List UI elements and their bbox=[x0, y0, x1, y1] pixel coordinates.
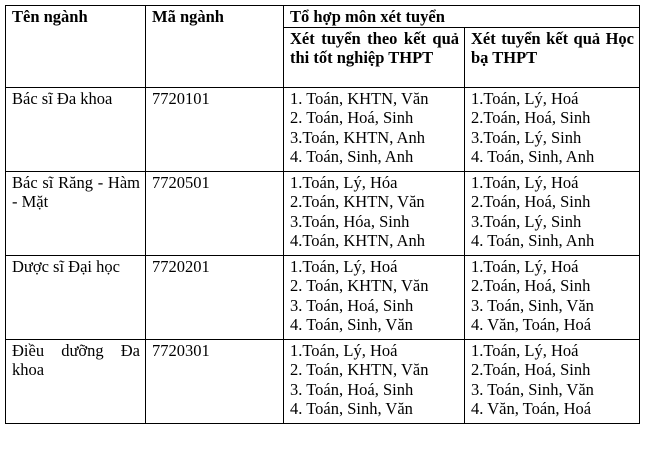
combination-item: 1.Toán, Lý, Hoá bbox=[471, 172, 579, 192]
header-major-code: Mã ngành bbox=[146, 6, 284, 88]
major-code-cell: 7720101 bbox=[146, 87, 284, 171]
major-name-cell: Bác sĩ Đa khoa bbox=[6, 87, 146, 171]
transcript-combinations-cell bbox=[465, 255, 640, 339]
exam-combinations-cell bbox=[284, 339, 465, 423]
transcript-combinations-cell bbox=[465, 87, 640, 171]
combination-item: 4.Toán, KHTN, Anh bbox=[290, 231, 425, 250]
header-by-exam: Xét tuyển theo kết quả thi tốt nghiệp THPT bbox=[284, 27, 465, 87]
combination-item: 1. Toán, KHTN, Văn bbox=[290, 88, 429, 108]
combination-item: 2. Toán, Hoá, Sinh bbox=[290, 108, 414, 127]
combination-item: 4. Toán, Sinh, Anh bbox=[290, 147, 414, 166]
header-row bbox=[6, 6, 640, 28]
combination-item: 4. Văn, Toán, Hoá bbox=[471, 315, 592, 334]
exam-combinations-cell bbox=[284, 171, 465, 255]
major-code-cell: 7720301 bbox=[146, 339, 284, 423]
combination-item: 4. Văn, Toán, Hoá bbox=[471, 399, 592, 418]
major-name-cell: Bác sĩ Răng - Hàm - Mặt bbox=[6, 171, 146, 255]
combination-item: 1.Toán, Lý, Hoá bbox=[290, 340, 398, 360]
table-row bbox=[6, 255, 640, 339]
combination-item: 2. Toán, KHTN, Văn bbox=[290, 276, 429, 295]
header-by-transcript: Xét tuyển kết quả Học bạ THPT bbox=[465, 27, 640, 87]
major-name-cell: Điều dưỡng Đa khoa bbox=[6, 339, 146, 423]
combination-item: 3.Toán, Hóa, Sinh bbox=[290, 211, 410, 231]
combination-item: 4. Toán, Sinh, Anh bbox=[471, 231, 595, 250]
major-name-cell: Dược sĩ Đại học bbox=[6, 255, 146, 339]
table-row bbox=[6, 339, 640, 423]
combination-item: 3. Toán, Sinh, Văn bbox=[471, 295, 594, 315]
exam-combinations-cell bbox=[284, 87, 465, 171]
combination-item: 3.Toán, Lý, Sinh bbox=[471, 127, 582, 147]
combination-item: 1.Toán, Lý, Hoá bbox=[290, 256, 398, 276]
combination-item: 2.Toán, Hoá, Sinh bbox=[471, 108, 591, 127]
combination-item: 4. Toán, Sinh, Văn bbox=[290, 315, 413, 334]
combination-item: 3.Toán, Lý, Sinh bbox=[471, 211, 582, 231]
header-combination-group: Tổ hợp môn xét tuyển bbox=[284, 6, 640, 28]
combination-item: 1.Toán, Lý, Hoá bbox=[471, 340, 579, 360]
combination-item: 2. Toán, KHTN, Văn bbox=[290, 360, 429, 379]
transcript-combinations-cell bbox=[465, 171, 640, 255]
admission-table bbox=[5, 5, 640, 424]
major-code-cell: 7720501 bbox=[146, 171, 284, 255]
combination-item: 2.Toán, KHTN, Văn bbox=[290, 192, 425, 211]
table-row bbox=[6, 87, 640, 171]
combination-item: 1.Toán, Lý, Hoá bbox=[471, 256, 579, 276]
combination-item: 3. Toán, Hoá, Sinh bbox=[290, 295, 414, 315]
exam-combinations-cell bbox=[284, 255, 465, 339]
table-row bbox=[6, 171, 640, 255]
combination-item: 3. Toán, Hoá, Sinh bbox=[290, 379, 414, 399]
combination-item: 2.Toán, Hoá, Sinh bbox=[471, 360, 591, 379]
combination-item: 2.Toán, Hoá, Sinh bbox=[471, 192, 591, 211]
combination-item: 3.Toán, KHTN, Anh bbox=[290, 127, 425, 147]
combination-item: 1.Toán, Lý, Hoá bbox=[471, 88, 579, 108]
major-code-cell: 7720201 bbox=[146, 255, 284, 339]
combination-item: 1.Toán, Lý, Hóa bbox=[290, 172, 398, 192]
combination-item: 3. Toán, Sinh, Văn bbox=[471, 379, 594, 399]
combination-item: 4. Toán, Sinh, Văn bbox=[290, 399, 413, 418]
combination-item: 2.Toán, Hoá, Sinh bbox=[471, 276, 591, 295]
transcript-combinations-cell bbox=[465, 339, 640, 423]
header-major-name: Tên ngành bbox=[6, 6, 146, 88]
combination-item: 4. Toán, Sinh, Anh bbox=[471, 147, 595, 166]
